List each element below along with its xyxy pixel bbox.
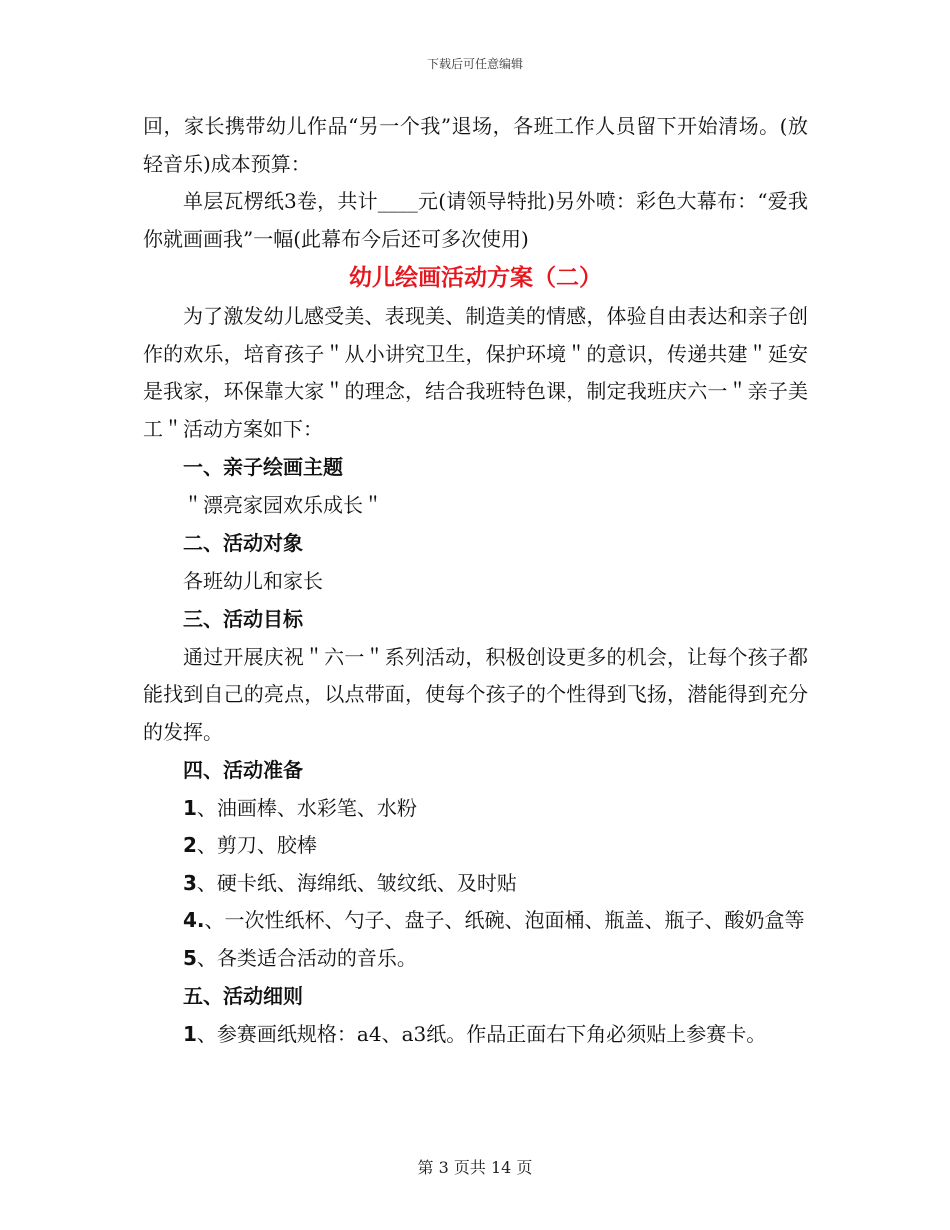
heading-prep: 四、活动准备 (183, 758, 303, 782)
continued-paragraph: 回，家长携带幼儿作品“另一个我”退场，各班工作人员留下开始清场。(放轻音乐)成本预算： (143, 114, 808, 176)
prep-item-4 (143, 902, 808, 940)
page-footer-number: 第 3 页共 14 页 (417, 1158, 533, 1177)
item-number: 4. (183, 908, 205, 932)
item-number: 3 (183, 870, 197, 895)
heading-audience: 二、活动对象 (183, 531, 303, 555)
document-body (143, 108, 808, 1053)
item-text: 、参赛画纸规格：a4、a3纸。作品正面右下角必须贴上参赛卡。 (196, 1021, 767, 1046)
prep-item-1 (143, 790, 808, 828)
goal-text: 通过开展庆祝＂六一＂系列活动，积极创设更多的机会，让每个孩子都能找到自己的亮点，以点带面，使每个孩子的个性得到飞扬，潜能得到充分的发挥。 (143, 644, 808, 744)
section-title: 幼儿绘画活动方案（二） (349, 265, 602, 291)
prep-item-2 (143, 827, 808, 865)
theme-text: ＂漂亮家园欢乐成长＂ (183, 492, 383, 517)
heading-theme: 一、亲子绘画主题 (183, 455, 343, 479)
item-number: 1 (183, 795, 197, 820)
item-text: 、油画棒、水彩笔、水粉 (196, 795, 417, 820)
page-header-note: 下载后可任意编辑 (426, 57, 523, 71)
prep-item-5 (143, 940, 808, 978)
item-text: 、一次性纸杯、勺子、盘子、纸碗、泡面桶、瓶盖、瓶子、酸奶盒等 (204, 908, 805, 932)
item-text: 、硬卡纸、海绵纸、皱纹纸、及时贴 (196, 870, 517, 895)
item-number: 5 (183, 945, 197, 970)
intro-paragraph: 为了激发幼儿感受美、表现美、制造美的情感，体验自由表达和亲子创作的欢乐，培育孩子＂从小讲究卫生，保护环境＂的意识，传递共建＂延安是我家，环保靠大家＂的理念，结合我班特色课，制定我班庆六一＂亲子美工＂活动方案如下： (143, 304, 808, 441)
item-text: 、各类适合活动的音乐。 (196, 945, 417, 970)
item-text: 、剪刀、胶棒 (196, 833, 317, 857)
audience-text: 各班幼儿和家长 (183, 568, 323, 593)
rules-item-1 (143, 1016, 808, 1054)
item-number: 1 (183, 1021, 197, 1046)
item-number: 2 (183, 833, 197, 857)
heading-rules: 五、活动细则 (183, 984, 303, 1008)
budget-paragraph: 单层瓦楞纸3卷，共计____元(请领导特批)另外喷：彩色大幕布：“爱我你就画画我”一幅(此幕布今后还可多次使用) (143, 189, 808, 251)
heading-goal: 三、活动目标 (183, 607, 303, 631)
prep-item-3 (143, 865, 808, 903)
